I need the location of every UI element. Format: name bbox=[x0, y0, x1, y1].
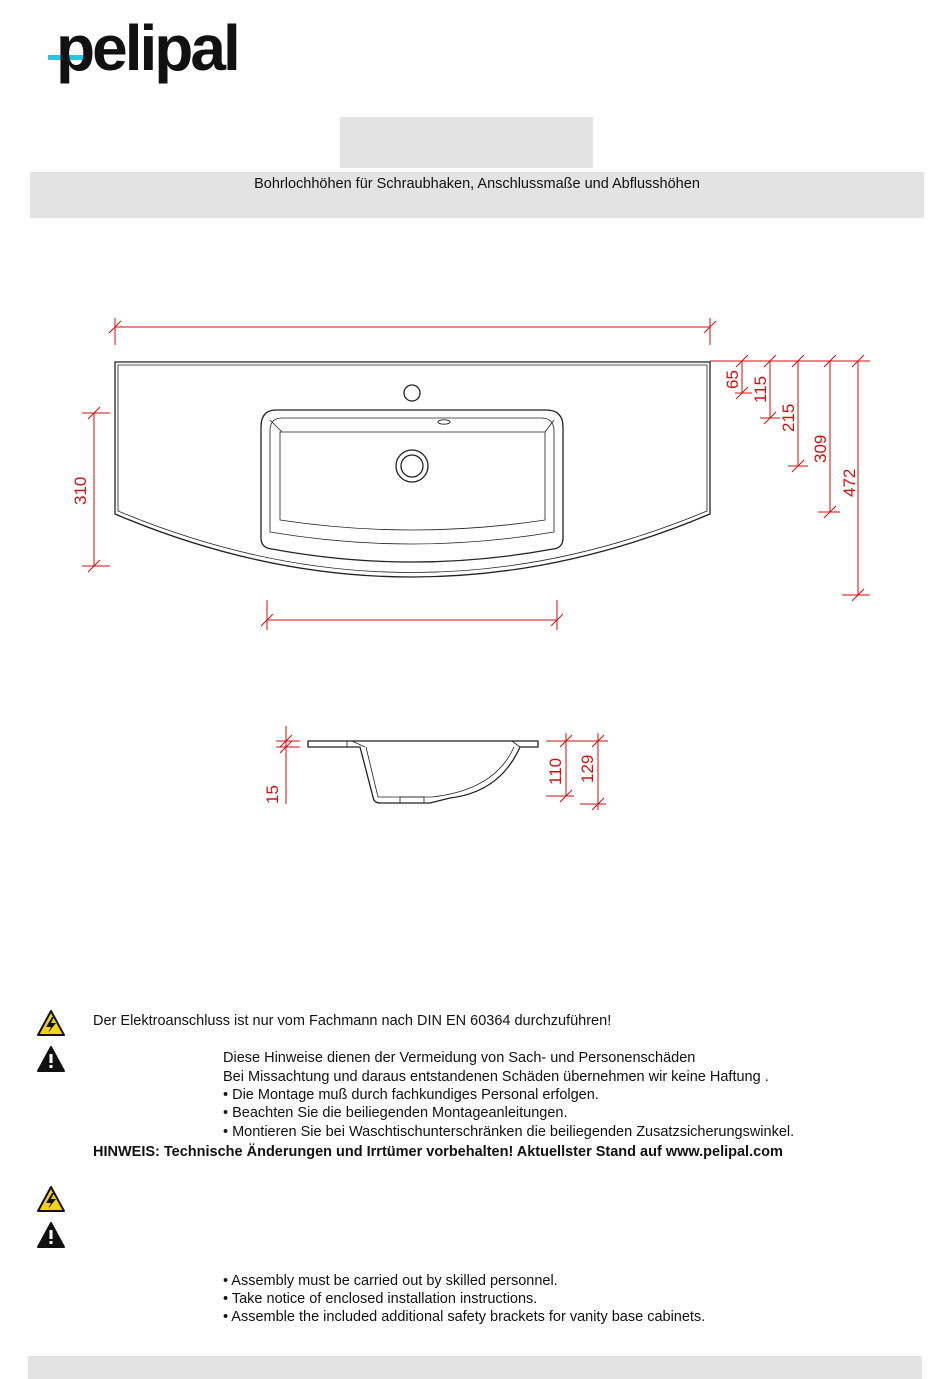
notice-de-line-1: Diese Hinweise dienen der Vermeidung von Sach- und Personenschäden bbox=[223, 1050, 696, 1066]
dim-label-15: 15 bbox=[263, 785, 282, 804]
page-subtitle: Bohrlochhöhen für Schraubhaken, Anschlussmaße und Abflusshöhen bbox=[254, 176, 700, 192]
dim-label-215: 215 bbox=[779, 403, 798, 432]
dim-label-129: 129 bbox=[578, 754, 597, 783]
footer-band bbox=[28, 1356, 922, 1379]
dim-label-110: 110 bbox=[546, 757, 565, 785]
logo-wordmark: pelipal bbox=[56, 12, 238, 84]
notice-en-line-1: • Assembly must be carried out by skilled personnel. bbox=[223, 1273, 558, 1289]
notice-de-line-3: • Die Montage muß durch fachkundiges Personal erfolgen. bbox=[223, 1087, 599, 1103]
dim-label-472: 472 bbox=[840, 468, 859, 497]
electrical-notice-de: Der Elektroanschluss ist nur vom Fachmann nach DIN EN 60364 durchzuführen! bbox=[93, 1013, 612, 1029]
dim-label-65: 65 bbox=[723, 370, 742, 389]
technical-changes-hint: HINWEIS: Technische Änderungen und Irrtümer vorbehalten! Aktuellster Stand auf www.pelipal.com bbox=[93, 1144, 783, 1160]
side-view-dimension-labels bbox=[263, 755, 597, 804]
dim-label-310: 310 bbox=[71, 476, 90, 505]
notice-de-line-2: Bei Missachtung und daraus entstandenen Schäden übernehmen wir keine Haftung . bbox=[223, 1069, 769, 1085]
dim-label-309: 309 bbox=[811, 434, 830, 463]
notice-de-line-4: • Beachten Sie die beiliegenden Montageanleitungen. bbox=[223, 1105, 568, 1121]
basin-side-view bbox=[308, 741, 538, 803]
general-warning-icon bbox=[36, 1045, 66, 1073]
basin-top-view bbox=[115, 362, 710, 577]
notice-en-line-3: • Assemble the included additional safety brackets for vanity base cabinets. bbox=[223, 1309, 706, 1325]
general-warning-icon-en bbox=[36, 1221, 66, 1249]
dim-label-115: 115 bbox=[751, 375, 770, 403]
top-view-dimension-labels bbox=[71, 370, 859, 505]
high-voltage-warning-icon bbox=[36, 1009, 66, 1037]
high-voltage-warning-icon-en bbox=[36, 1185, 66, 1213]
notice-en-line-2: • Take notice of enclosed installation instructions. bbox=[223, 1291, 538, 1307]
notice-de-line-5: • Montieren Sie bei Waschtischunterschränken die beiliegenden Zusatzsicherungswinkel. bbox=[223, 1124, 795, 1140]
